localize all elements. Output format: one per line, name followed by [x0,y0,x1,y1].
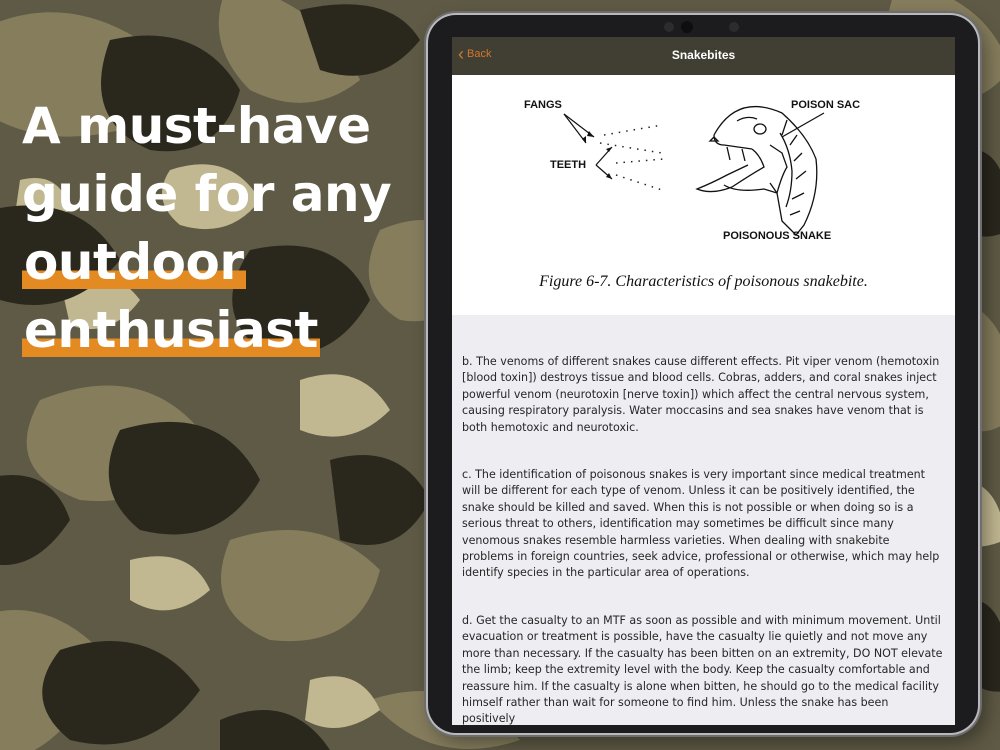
headline-line-2: guide for any [22,165,392,223]
poison-sac-label: POISON SAC [791,99,861,111]
dotted-fang-mark-top [604,125,662,135]
poisonous-snake-label: POISONOUS SNAKE [723,230,832,242]
figure-caption: Figure 6-7. Characteristics of poisonous snakebite. [539,273,868,290]
article-body [462,354,944,725]
article-paragraph: c. The identification of poisonous snakes is very important since medical treatment will be different for each type of venom. Unless it can be positively identified, the snake should be killed and saved. When this is not possible or when doing so is a serious threat to others, identification may sometimes be difficult since many venomous snakes resemble harmless varieties. When dealing with snakebite problems in foreign countries, seek advice, professional or otherwise, which may help identify species in the particular area of operations. [462,468,940,580]
camera-sensor [664,22,674,32]
poison-sac-pointer-line [782,113,824,137]
headline-line-4 [22,296,422,364]
tablet-device [428,15,978,733]
promo-headline [22,92,422,364]
article-paragraph: d. Get the casualty to an MTF as soon as possible and with minimum movement. Until evacuation or treatment is possible, have the casualty lie quietly and not move any more than necessary. If the casualty has been bitten on an extremity, DO NOT elevate the limb; keep the extremity level with the body. Keep the casualty comfortable and reassure him. If the casualty is alone when bitten, he should go to the medical facility himself rather than wait for someone to find him. Unless the snake has been positively [462,613,943,725]
camera-sensor-right [729,22,739,32]
headline-line-3 [22,228,422,296]
navigation-bar [452,37,955,75]
back-label: Back [467,48,492,60]
app-screen [452,37,955,725]
fangs-label: FANGS [524,99,562,111]
chevron-left-icon: ‹ [458,44,464,64]
highlighted-word-outdoor: outdoor [24,233,244,291]
camera-lens [681,21,693,33]
article-paragraph: b. The venoms of different snakes cause different effects. Pit viper venom (hemotoxin [blood toxin]) destroys tissue and blood cells. Cobras, adders, and coral snakes inject powerful venom (neurotoxin [nerve toxin]) which affect the central nervous system, causing respiratory paralysis. Water moccasins and sea snakes have venom that is both hemotoxic and neurotoxic. [462,355,940,434]
snakebite-figure [452,75,955,315]
highlighted-word-enthusiast: enthusiast [24,301,318,359]
page-title: Snakebites [671,48,736,62]
snake-head-drawing [697,107,817,235]
teeth-label: TEETH [550,159,587,171]
dotted-teeth-mark [616,159,664,163]
headline-line-1: A must-have [22,97,371,155]
